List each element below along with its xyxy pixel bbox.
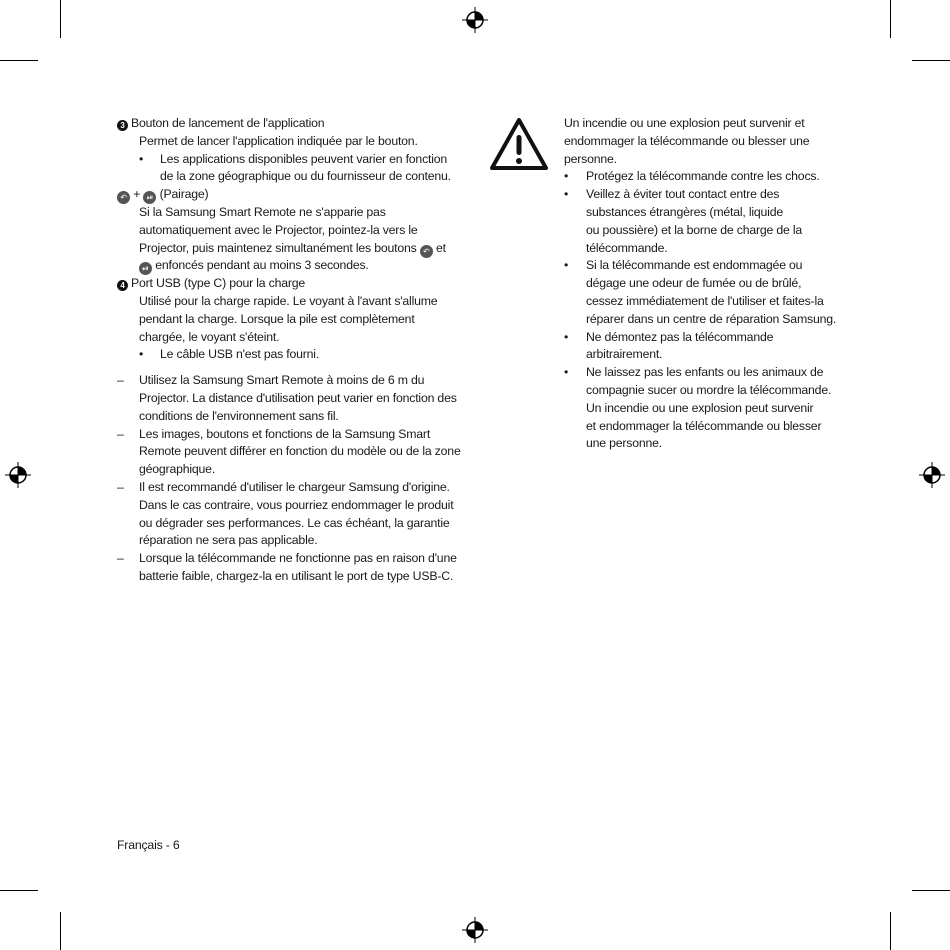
note-item: réparation ne sera pas applicable. xyxy=(139,533,318,548)
section-heading-pairing: ↶ + ⏯ (Pairage) xyxy=(117,186,461,204)
crop-mark xyxy=(912,60,950,61)
bullet-item: télécommande. xyxy=(586,240,668,255)
note-item: – Lorsque la télécommande ne fonctionne pas en raison d'une xyxy=(117,550,461,568)
bullet-item: ou poussière) et la borne de charge de la xyxy=(586,222,803,237)
crop-mark xyxy=(0,890,38,891)
description: Projector, puis maintenez simultanément les boutons ↶ et xyxy=(139,240,446,256)
play-pause-button-icon: ⏯ xyxy=(143,191,156,204)
warning-title: personne. xyxy=(564,151,617,166)
warning-title: Un incendie ou une explosion peut survenir et xyxy=(564,116,805,130)
bullet-item: et endommager la télécommande ou blesser xyxy=(586,418,822,433)
bullet-item: compagnie sucer ou mordre la télécommande. xyxy=(586,382,832,397)
description: Utilisé pour la charge rapide. Le voyant à l'avant s'allume xyxy=(139,293,438,308)
bullet-item: substances étrangères (métal, liquide xyxy=(586,204,783,219)
section-heading: 4 Port USB (type C) pour la charge xyxy=(117,275,461,293)
crop-mark xyxy=(60,0,61,38)
back-button-icon: ↶ xyxy=(117,191,130,204)
crop-mark xyxy=(912,890,950,891)
registration-mark-icon xyxy=(919,462,945,488)
note-item: Remote peuvent différer en fonction du modèle ou de la zone xyxy=(139,444,461,459)
bullet-item: une personne. xyxy=(586,436,663,451)
right-column xyxy=(564,115,836,453)
number-3-icon: 3 xyxy=(117,120,128,131)
bullet-item: • Si la télécommande est endommagée ou xyxy=(564,257,836,275)
bullet-item: dégage une odeur de fumée ou de brûlé, xyxy=(586,276,802,291)
warning-icon xyxy=(488,116,550,172)
note-item: conditions de l'environnement sans fil. xyxy=(139,408,339,423)
bullet-item: • Ne laissez pas les enfants ou les animaux de xyxy=(564,364,836,382)
description: Si la Samsung Smart Remote ne s'apparie pas xyxy=(139,204,386,219)
bullet-item: Un incendie ou une explosion peut survenir xyxy=(586,400,814,415)
play-pause-button-icon: ⏯ xyxy=(139,262,152,275)
note-item: – Utilisez la Samsung Smart Remote à moins de 6 m du xyxy=(117,372,461,390)
description: chargée, le voyant s'éteint. xyxy=(139,329,280,344)
bullet-item: réparer dans un centre de réparation Samsung. xyxy=(586,311,837,326)
bullet-item: • Veillez à éviter tout contact entre des xyxy=(564,186,836,204)
warning-bullets xyxy=(564,168,836,453)
bullet-item: • Le câble USB n'est pas fourni. xyxy=(117,346,461,364)
note-item: géographique. xyxy=(139,462,216,477)
bullet-item: • Les applications disponibles peuvent varier en fonction xyxy=(117,151,461,169)
registration-mark-icon xyxy=(462,917,488,943)
registration-mark-icon xyxy=(5,462,31,488)
bullet-item: • Protégez la télécommande contre les chocs. xyxy=(564,168,836,186)
note-item: Projector. La distance d'utilisation peut varier en fonction des xyxy=(139,390,457,405)
note-item: ou dégrader ses performances. Le cas échéant, la garantie xyxy=(139,515,450,530)
crop-mark xyxy=(890,0,891,38)
bullet-item: arbitrairement. xyxy=(586,347,663,362)
description: pendant la charge. Lorsque la pile est complètement xyxy=(139,311,415,326)
note-item: batterie faible, chargez-la en utilisant le port de type USB-C. xyxy=(139,568,454,583)
description: ⏯ enfoncés pendant au moins 3 secondes. xyxy=(117,257,461,275)
crop-mark xyxy=(60,912,61,950)
notes-list xyxy=(117,372,461,586)
bullet-item: cessez immédiatement de l'utiliser et faites-la xyxy=(586,293,824,308)
section-heading: 3 Bouton de lancement de l'application xyxy=(117,115,461,133)
note-item: – Les images, boutons et fonctions de la Samsung Smart xyxy=(117,426,461,444)
registration-mark-icon xyxy=(462,7,488,33)
bullet-item: • Ne démontez pas la télécommande xyxy=(564,329,836,347)
warning-title: endommager la télécommande ou blesser une xyxy=(564,133,810,148)
note-item: – Il est recommandé d'utiliser le chargeur Samsung d'origine. xyxy=(117,479,461,497)
description: automatiquement avec le Projector, pointez-la vers le xyxy=(139,222,418,237)
left-column xyxy=(117,115,461,586)
crop-mark xyxy=(890,912,891,950)
note-item: Dans le cas contraire, vous pourriez endommager le produit xyxy=(139,497,454,512)
bullet-item-cont: de la zone géographique ou du fournisseur de contenu. xyxy=(160,169,451,184)
back-button-icon: ↶ xyxy=(420,245,433,258)
description: Permet de lancer l'application indiquée par le bouton. xyxy=(139,133,418,148)
number-4-icon: 4 xyxy=(117,280,128,291)
page-footer: Français - 6 xyxy=(117,838,180,852)
crop-mark xyxy=(0,60,38,61)
